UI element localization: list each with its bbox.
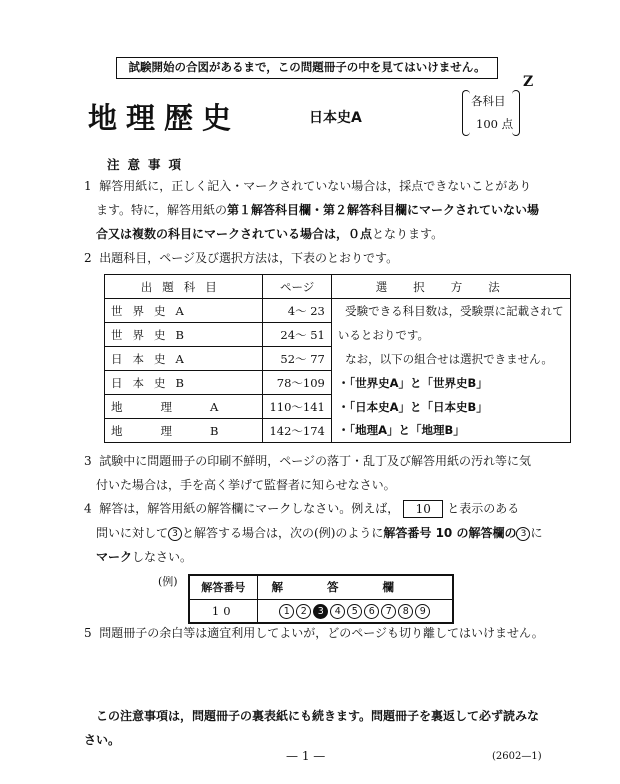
method-line: ・「世界史A」と「世界史B」 <box>331 371 570 395</box>
table-row <box>105 299 571 323</box>
note-1-line-1 <box>84 178 531 194</box>
subject-table <box>104 274 571 443</box>
note-4-text-2d: に <box>530 526 543 540</box>
note-1-text-2b: 第１解答科目欄・第２解答科目欄にマークされていない場 <box>227 203 540 217</box>
note-1-line-3 <box>96 226 443 242</box>
method-line: ・「地理A」と「地理B」 <box>331 419 570 443</box>
table-row <box>105 371 571 395</box>
example-label: (例) <box>158 575 178 588</box>
row-subject: 日本史A <box>105 347 263 371</box>
table-row <box>105 323 571 347</box>
points-line-1: 各科目 <box>471 94 506 108</box>
notes-heading: 注意事項 <box>107 157 190 172</box>
points-line-2: 100 点 <box>476 117 514 131</box>
row-subject: 地理A <box>105 395 263 419</box>
version-mark: Z <box>523 74 534 90</box>
table-row <box>105 419 571 443</box>
answer-bubble-2: 2 <box>296 604 311 619</box>
answer-number-header: 解答番号 <box>189 575 257 599</box>
method-line: なお，以下の組合せは選択できません。 <box>331 347 570 371</box>
table-row <box>105 395 571 419</box>
answer-table-row <box>189 599 453 623</box>
answer-bubbles <box>257 599 453 623</box>
note-4-text-3: マーク <box>96 550 133 564</box>
row-subject: 世界史A <box>105 299 263 323</box>
answer-bubble-6: 6 <box>364 604 379 619</box>
right-paren <box>512 90 520 136</box>
row-pages: 110〜141 <box>263 395 331 419</box>
circled-3-icon: 3 <box>168 527 182 541</box>
example-answer-table <box>188 574 454 624</box>
table-header-row <box>105 275 571 299</box>
note-3-line-1 <box>84 453 531 469</box>
method-line: ・「日本史A」と「日本史B」 <box>331 395 570 419</box>
note-4-text-2c: 解答番号 10 の解答欄の <box>383 526 517 540</box>
note-1-text-1: 解答用紙に，正しく記入・マークされていない場合は，採点できないことがあり <box>99 179 532 193</box>
note-1-number: 1 <box>84 179 92 193</box>
note-2-line <box>84 250 398 266</box>
left-paren <box>462 90 470 136</box>
note-4-text-2b: と解答する場合は，次の(例)のように <box>182 526 384 540</box>
answer-bubble-4: 4 <box>330 604 345 619</box>
row-pages: 78〜109 <box>263 371 331 395</box>
row-pages: 24〜 51 <box>263 323 331 347</box>
continue-note-line-2: さい。 <box>84 733 121 747</box>
note-2-number: 2 <box>84 251 92 265</box>
note-1-text-2a: ます。特に，解答用紙の <box>96 203 228 217</box>
note-1-text-3a: 合又は複数の科目にマークされている場合は， <box>96 227 349 241</box>
answer-number-box: 10 <box>403 500 443 518</box>
answer-bubble-1: 1 <box>279 604 294 619</box>
note-1-line-2 <box>96 202 539 218</box>
row-subject: 日本史B <box>105 371 263 395</box>
row-pages: 52〜 77 <box>263 347 331 371</box>
answer-table-header <box>189 575 453 599</box>
note-4-line-2 <box>96 525 542 541</box>
header-method: 選択方法 <box>331 275 570 299</box>
note-3-number: 3 <box>84 454 92 468</box>
header-subject: 出題科目 <box>105 275 263 299</box>
table-row <box>105 347 571 371</box>
method-line: いるとおりです。 <box>331 323 570 347</box>
note-5-number: 5 <box>84 626 92 640</box>
row-pages: 4〜 23 <box>263 299 331 323</box>
points-note <box>462 90 520 136</box>
note-4-line-3 <box>96 549 192 565</box>
note-2-text: 出題科目，ページ及び選択方法は，下表のとおりです。 <box>99 251 399 265</box>
row-subject: 地理B <box>105 419 263 443</box>
answer-bubble-5: 5 <box>347 604 362 619</box>
note-4-text-1b: と表示のある <box>447 501 520 516</box>
booklet-code: (2602—1) <box>492 751 542 762</box>
row-pages: 142〜174 <box>263 419 331 443</box>
note-4-text-2a: 問いに対して <box>96 526 169 540</box>
note-1-text-3c: となります。 <box>372 227 444 241</box>
answer-bubble-3: 3 <box>313 604 328 619</box>
no-peek-warning-banner: 試験開始の合図があるまで，この問題冊子の中を見てはいけません。 <box>116 57 498 79</box>
answer-bubble-8: 8 <box>398 604 413 619</box>
circled-3-icon: 3 <box>516 527 530 541</box>
method-line: 受験できる科目数は，受験票に記載されて <box>331 299 570 323</box>
note-3-line-2: 付いた場合は，手を高く挙げて監督者に知らせなさい。 <box>96 478 396 492</box>
answer-column-header: 解答欄 <box>257 575 453 599</box>
header-pages: ページ <box>263 275 331 299</box>
note-4-number: 4 <box>84 501 92 516</box>
page-title: 地理歴史 <box>88 101 241 135</box>
note-1-zero-points: ０点 <box>348 227 373 241</box>
note-3-text-1: 試験中に問題冊子の印刷不鮮明，ページの落丁・乱丁及び解答用紙の汚れ等に気 <box>99 454 532 468</box>
row-subject: 世界史B <box>105 323 263 347</box>
note-5-text: 問題冊子の余白等は適宜利用してよいが，どのページも切り離してはいけません。 <box>99 626 544 640</box>
note-4-text-3b: しなさい。 <box>132 550 193 564</box>
answer-number: 10 <box>189 599 257 623</box>
subject-name: 日本史A <box>309 110 362 126</box>
continue-note-line-1: この注意事項は，問題冊子の裏表紙にも続きます。問題冊子を裏返して必ず読みな <box>96 709 540 723</box>
note-5-line <box>84 625 544 641</box>
answer-bubble-9: 9 <box>415 604 430 619</box>
answer-bubble-7: 7 <box>381 604 396 619</box>
note-4-line-1 <box>84 500 519 518</box>
note-4-text-1a: 解答は，解答用紙の解答欄にマークしなさい。例えば， <box>99 501 400 516</box>
page-number: — 1 — <box>286 749 326 763</box>
